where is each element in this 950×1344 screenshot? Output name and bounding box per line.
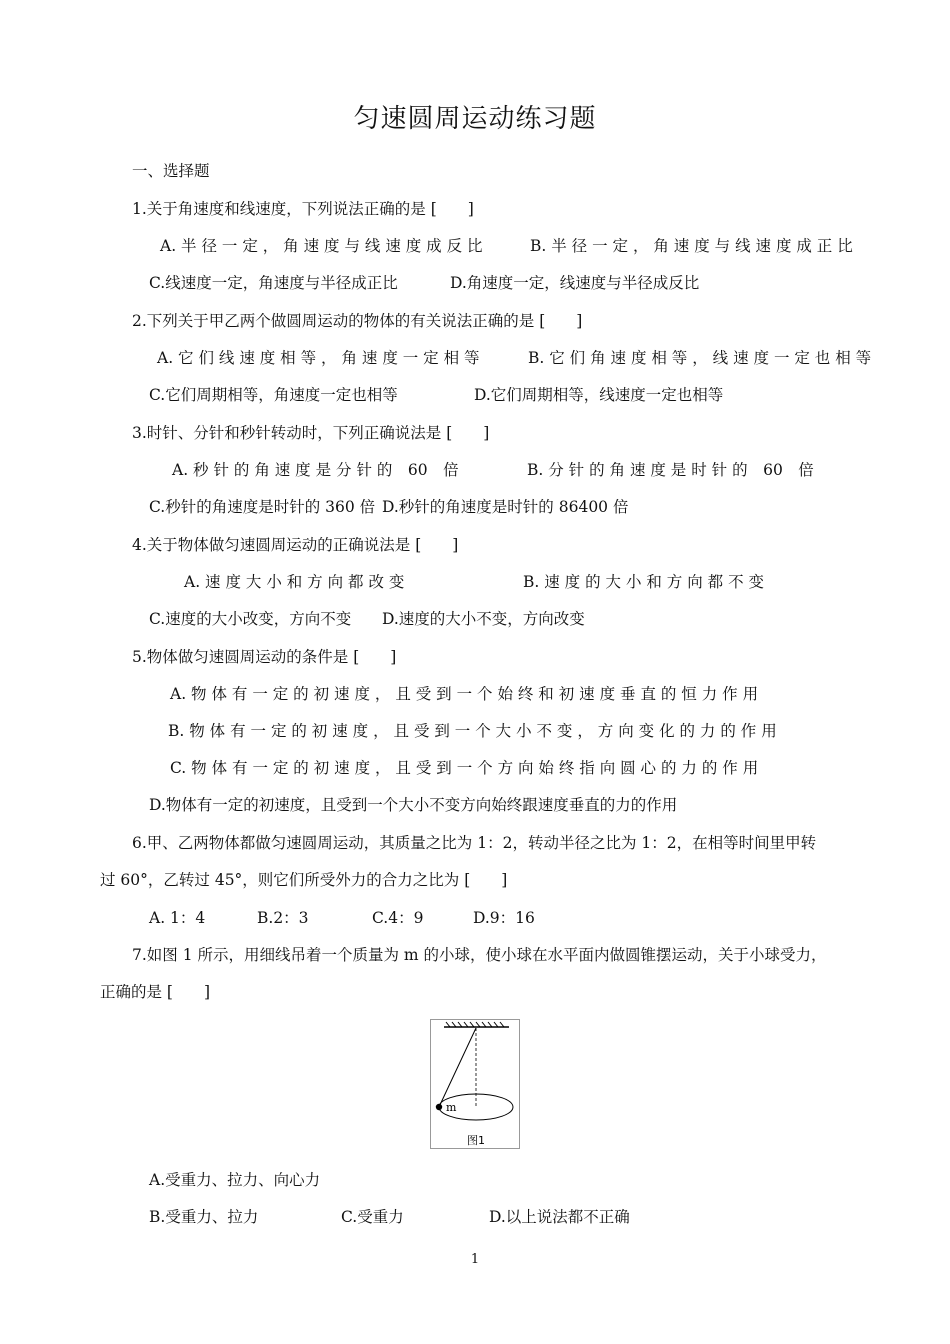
section-heading: 一、选择题 bbox=[132, 162, 210, 180]
q7-option-b: B.受重力、拉力 bbox=[149, 1208, 259, 1226]
question-3-stem: 3.时针、分针和秒针转动时，下列正确说法是 [ ] bbox=[132, 424, 490, 442]
q2-option-c: C.它们周期相等，角速度一定也相等 bbox=[149, 386, 398, 404]
q5-option-c: C. 物 体 有 一 定 的 初 速 度 ， 且 受 到 一 个 方 向 始 终 指 向 圆 心 的 力 的 作 用 bbox=[170, 759, 759, 777]
q5-option-a: A. 物 体 有 一 定 的 初 速 度 ， 且 受 到 一 个 始 终 和 初 速 度 垂 直 的 恒 力 作 用 bbox=[170, 685, 759, 703]
page-title: 匀速圆周运动练习题 bbox=[353, 104, 597, 134]
q6-option-b: B.2：3 bbox=[257, 909, 309, 927]
q6-option-c: C.4：9 bbox=[372, 909, 424, 927]
figure-1-conical-pendulum bbox=[430, 1019, 520, 1149]
q1-option-b: B. 半 径 一 定 ， 角 速 度 与 线 速 度 成 正 比 bbox=[530, 237, 853, 255]
q2-option-a: A. 它 们 线 速 度 相 等 ， 角 速 度 一 定 相 等 bbox=[157, 349, 480, 367]
page-number: 1 bbox=[470, 1252, 480, 1267]
pendulum-diagram bbox=[431, 1020, 519, 1148]
q1-option-d: D.角速度一定，线速度与半径成反比 bbox=[450, 274, 700, 292]
q2-option-d: D.它们周期相等，线速度一定也相等 bbox=[474, 386, 724, 404]
string-line bbox=[439, 1028, 476, 1107]
q3-option-a: A. 秒 针 的 角 速 度 是 分 针 的 60 倍 bbox=[172, 461, 459, 479]
q2-option-b: B. 它 们 角 速 度 相 等 ， 线 速 度 一 定 也 相 等 bbox=[528, 349, 872, 367]
question-6-stem-line2: 过 60°，乙转过 45°，则它们所受外力的合力之比为 [ ] bbox=[100, 871, 508, 889]
q4-option-a: A. 速 度 大 小 和 方 向 都 改 变 bbox=[184, 573, 405, 591]
q5-option-d: D.物体有一定的初速度，且受到一个大小不变方向始终跟速度垂直的力的作用 bbox=[149, 796, 678, 814]
q7-option-a: A.受重力、拉力、向心力 bbox=[149, 1171, 321, 1189]
question-6-stem-line1: 6.甲、乙两物体都做匀速圆周运动，其质量之比为 1：2，转动半径之比为 1：2，在相等时间里甲转 bbox=[132, 834, 817, 852]
q4-option-c: C.速度的大小改变，方向不变 bbox=[149, 610, 352, 628]
question-5-stem: 5.物体做匀速圆周运动的条件是 [ ] bbox=[132, 648, 397, 666]
mass-label: m bbox=[446, 1101, 457, 1114]
q3-option-d: D.秒针的角速度是时针的 86400 倍 bbox=[382, 498, 629, 516]
question-1-stem: 1.关于角速度和线速度，下列说法正确的是 [ ] bbox=[132, 200, 474, 218]
q1-option-a: A. 半 径 一 定 ， 角 速 度 与 线 速 度 成 反 比 bbox=[160, 237, 483, 255]
q4-option-d: D.速度的大小不变，方向改变 bbox=[382, 610, 585, 628]
q7-option-c: C.受重力 bbox=[341, 1208, 404, 1226]
q3-option-b: B. 分 针 的 角 速 度 是 时 针 的 60 倍 bbox=[527, 461, 814, 479]
ball bbox=[436, 1104, 442, 1110]
q7-option-d: D.以上说法都不正确 bbox=[489, 1208, 630, 1226]
q1-option-c: C.线速度一定，角速度与半径成正比 bbox=[149, 274, 398, 292]
q3-option-c: C.秒针的角速度是时针的 360 倍 bbox=[149, 498, 376, 516]
question-7-stem-line2: 正确的是 [ ] bbox=[100, 983, 211, 1001]
question-2-stem: 2.下列关于甲乙两个做圆周运动的物体的有关说法正确的是 [ ] bbox=[132, 312, 583, 330]
q6-option-d: D.9：16 bbox=[473, 909, 535, 927]
q4-option-b: B. 速 度 的 大 小 和 方 向 都 不 变 bbox=[523, 573, 765, 591]
q5-option-b: B. 物 体 有 一 定 的 初 速 度 ， 且 受 到 一 个 大 小 不 变 ， 方 向 变 化 的 力 的 作 用 bbox=[168, 722, 777, 740]
figure-caption: 图1 bbox=[467, 1134, 485, 1147]
question-4-stem: 4.关于物体做匀速圆周运动的正确说法是 [ ] bbox=[132, 536, 459, 554]
question-7-stem-line1: 7.如图 1 所示，用细线吊着一个质量为 m 的小球，使小球在水平面内做圆锥摆运动，关于小球受力， bbox=[132, 946, 827, 964]
q6-option-a: A. 1：4 bbox=[149, 909, 206, 927]
